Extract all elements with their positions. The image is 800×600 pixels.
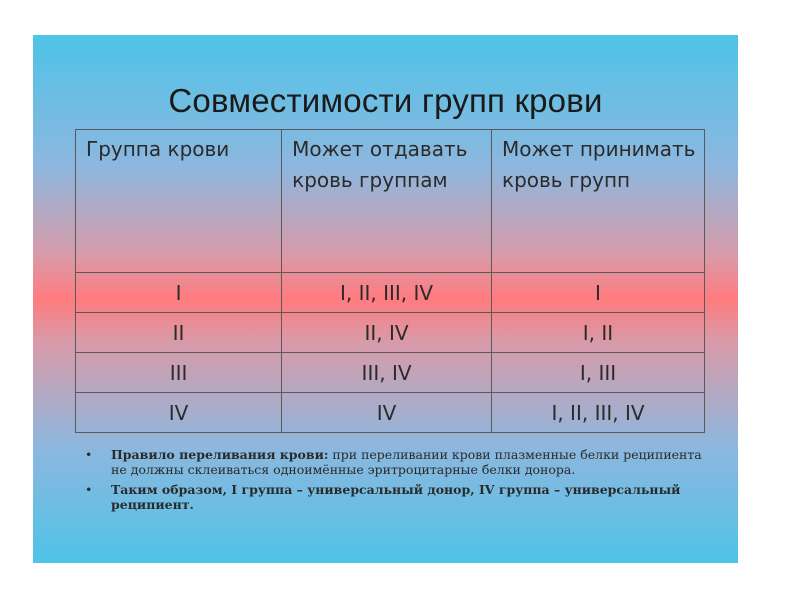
header-can-receive: Может принимать кровь групп [492,130,705,273]
page-title: Совместимости групп крови [168,82,603,119]
note-transfusion-rule [85,447,705,477]
cell-receive: I, II [492,313,705,353]
cell-receive: I, II, III, IV [492,393,705,433]
cell-donate: II, IV [282,313,492,353]
notes-list [85,447,705,517]
bullet-icon: • [85,447,93,462]
table-header-row [76,130,705,273]
note-rule-text: при переливании крови плазменные белки реципиента не должны склеиваться одноимённые эритроцитарные белки донора. [111,447,702,477]
note-rule-heading: Правило переливания крови: [111,447,329,462]
table-row [76,393,705,433]
cell-group: I [76,273,282,313]
cell-group: III [76,353,282,393]
table-row [76,273,705,313]
header-can-donate: Может отдавать кровь группам [282,130,492,273]
blood-compatibility-table [75,129,705,433]
cell-group: IV [76,393,282,433]
cell-donate: I, II, III, IV [282,273,492,313]
cell-receive: I [492,273,705,313]
cell-receive: I, III [492,353,705,393]
cell-group: II [76,313,282,353]
table-row [76,313,705,353]
note-conclusion [85,482,705,512]
header-blood-group: Группа крови [76,130,282,273]
bullet-icon: • [85,482,93,497]
slide [33,35,738,563]
cell-donate: III, IV [282,353,492,393]
cell-donate: IV [282,393,492,433]
table-row [76,353,705,393]
note-conclusion-text: Таким образом, I группа – универсальный донор, IV группа – универсальный реципиент. [111,482,681,512]
